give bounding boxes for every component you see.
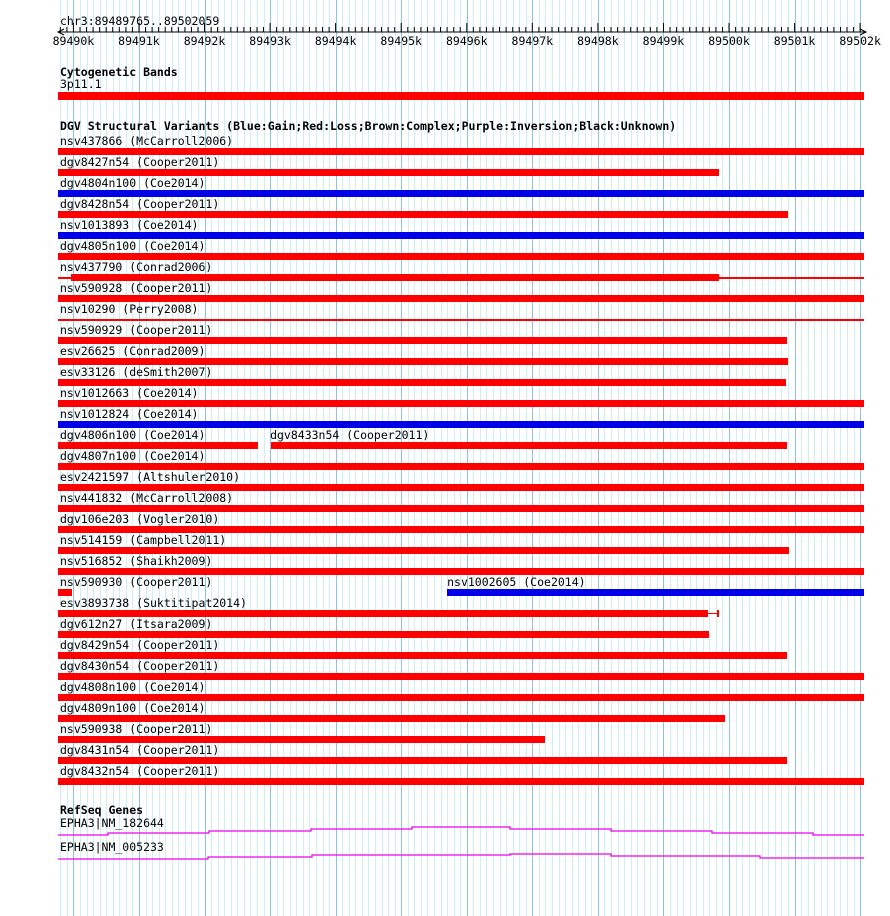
variant-bar[interactable]: [58, 505, 864, 512]
variant-label: esv2421597 (Altshuler2010): [60, 470, 241, 484]
variant-label: nsv10290 (Perry2008): [60, 302, 199, 316]
variant-bar[interactable]: [58, 232, 864, 239]
variant-bar[interactable]: [58, 715, 725, 722]
ruler-tick-label: 89499k: [642, 34, 685, 48]
variant-bar[interactable]: [58, 631, 709, 638]
variant-bar[interactable]: [58, 295, 864, 302]
variant-label: dgv8432n54 (Cooper2011): [60, 764, 220, 778]
variant-label: dgv4808n100 (Coe2014): [60, 680, 206, 694]
variant-bar[interactable]: [58, 757, 787, 764]
region-title: chr3:89489765..89502059: [60, 14, 220, 28]
variant-bar[interactable]: [58, 379, 786, 386]
variant-label: esv3893738 (Suktitipat2014): [60, 596, 247, 610]
variant-bar[interactable]: [58, 610, 708, 617]
variant-bar[interactable]: [58, 211, 788, 218]
variant-label: nsv514159 (Campbell2011): [60, 533, 227, 547]
variant-bar[interactable]: [58, 190, 864, 197]
variant-bar[interactable]: [58, 526, 864, 533]
variant-bar[interactable]: [58, 421, 864, 428]
variant-label: dgv4804n100 (Coe2014): [60, 176, 206, 190]
ruler-tick-label: 89495k: [380, 34, 422, 48]
ruler-tick-label: 89496k: [445, 34, 488, 48]
variant-bar[interactable]: [58, 442, 258, 449]
variant-whisker-line: [708, 613, 717, 614]
ruler-tick-label: 89497k: [511, 34, 554, 48]
cytoband-bar[interactable]: [58, 92, 864, 100]
variant-label: dgv8430n54 (Cooper2011): [60, 659, 220, 673]
variant-extent-line[interactable]: [58, 319, 864, 321]
ruler-tick-label: 89501k: [773, 34, 816, 48]
ruler-tick-label: 89493k: [249, 34, 291, 48]
variant-whisker-cap: [717, 610, 719, 617]
variant-label: nsv516852 (Shaikh2009): [60, 554, 213, 568]
variant-bar[interactable]: [58, 337, 787, 344]
variant-label: nsv441832 (McCarroll2008): [60, 491, 234, 505]
variant-bar[interactable]: [271, 442, 787, 449]
variant-bar[interactable]: [58, 484, 864, 491]
variant-label: nsv437866 (McCarroll2006): [60, 134, 234, 148]
variant-label: dgv8427n54 (Cooper2011): [60, 155, 220, 169]
ruler-tick-label: 89498k: [577, 34, 619, 48]
variant-bar[interactable]: [71, 274, 719, 281]
cytoband-name: 3p11.1: [60, 77, 102, 91]
variant-bar[interactable]: [58, 568, 864, 575]
variant-label: dgv8429n54 (Cooper2011): [60, 638, 220, 652]
variant-label: nsv590929 (Cooper2011): [60, 323, 213, 337]
variant-label: nsv1013893 (Coe2014): [60, 218, 199, 232]
variant-label: nsv590928 (Cooper2011): [60, 281, 213, 295]
variant-label: dgv8428n54 (Cooper2011): [60, 197, 220, 211]
ruler-tick-label: 89491k: [118, 34, 160, 48]
variant-label: esv26625 (Conrad2009): [60, 344, 206, 358]
variant-bar[interactable]: [58, 547, 789, 554]
variant-label: dgv4805n100 (Coe2014): [60, 239, 206, 253]
variant-bar[interactable]: [447, 589, 864, 596]
variant-label: dgv4806n100 (Coe2014): [60, 428, 206, 442]
variant-label: nsv437790 (Conrad2006): [60, 260, 213, 274]
gene-label: EPHA3|NM_005233: [60, 840, 164, 854]
variant-bar[interactable]: [58, 736, 545, 743]
variant-label: nsv590938 (Cooper2011): [60, 722, 213, 736]
variant-label: dgv8431n54 (Cooper2011): [60, 743, 220, 757]
variant-bar[interactable]: [58, 463, 864, 470]
variant-bar[interactable]: [58, 253, 864, 260]
section-title-refseq-genes: RefSeq Genes: [60, 803, 144, 817]
variant-label: esv33126 (deSmith2007): [60, 365, 213, 379]
ruler-tick-label: 89494k: [314, 34, 357, 48]
variant-bar[interactable]: [58, 694, 864, 701]
gene-label: EPHA3|NM_182644: [60, 816, 164, 830]
variant-bar[interactable]: [58, 148, 864, 155]
variant-label: nsv1002605 (Coe2014): [447, 575, 586, 589]
variant-label: nsv1012663 (Coe2014): [60, 386, 199, 400]
variant-label: dgv4809n100 (Coe2014): [60, 701, 206, 715]
variant-label: dgv612n27 (Itsara2009): [60, 617, 213, 631]
ruler-tick-label: 89500k: [708, 34, 750, 48]
variant-bar[interactable]: [58, 400, 864, 407]
variant-bar[interactable]: [58, 673, 864, 680]
variant-label: nsv1012824 (Coe2014): [60, 407, 199, 421]
variant-label: dgv8433n54 (Cooper2011): [270, 428, 430, 442]
ruler-tick-label: 89502k: [839, 34, 881, 48]
variant-bar[interactable]: [58, 358, 788, 365]
variant-bar[interactable]: [58, 169, 719, 176]
variant-bar[interactable]: [58, 589, 72, 596]
ruler-tick-label: 89490k: [52, 34, 95, 48]
variant-bar[interactable]: [58, 652, 787, 659]
variant-label: dgv106e203 (Vogler2010): [60, 512, 220, 526]
variant-label: dgv4807n100 (Coe2014): [60, 449, 206, 463]
section-title-cytogenetic-bands: Cytogenetic Bands: [60, 65, 178, 79]
variant-label: nsv590930 (Cooper2011): [60, 575, 213, 589]
section-title-dgv-variants: DGV Structural Variants (Blue:Gain;Red:Loss;Brown:Complex;Purple:Inversion;Black:Unknown): [60, 119, 677, 133]
ruler-tick-label: 89492k: [183, 34, 226, 48]
variant-bar[interactable]: [58, 778, 864, 785]
